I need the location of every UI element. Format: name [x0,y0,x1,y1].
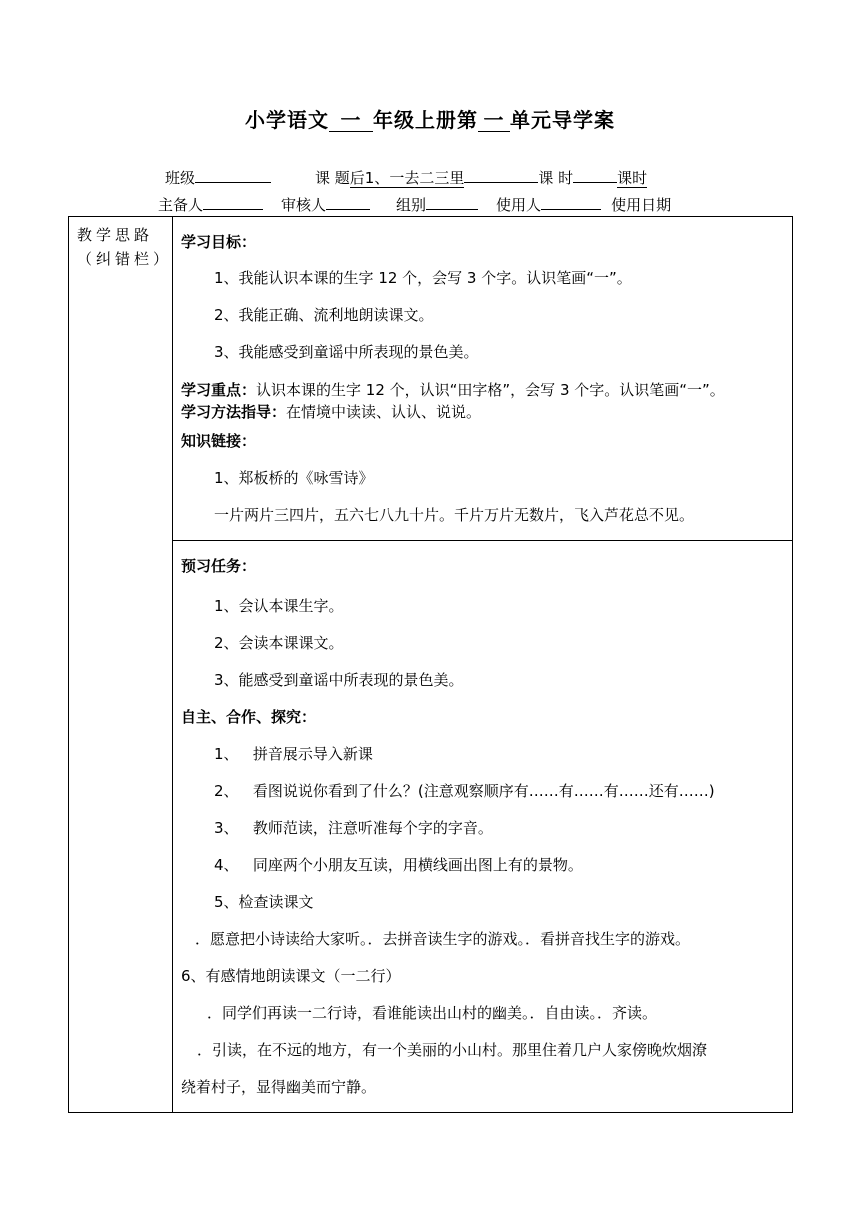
title-part3: 单元导学案 [510,108,615,132]
goals-title: 学习目标： [181,233,257,251]
goal-item: 1、我能认识本课的生字 12 个，会写 3 个字。认识笔画“一”。 [214,269,632,287]
user-blank [541,195,601,210]
title-unit: 一 [478,109,510,132]
preview-item: 2、会读本课课文。 [214,634,344,652]
link-item: 1、郑板桥的《咏雪诗》 [214,469,374,487]
left-column-label: 教学思路（纠错栏） [77,226,173,268]
class-blank [195,168,271,183]
preview-item: 1、会认本课生字。 [214,597,344,615]
preview-item: 3、能感受到童谣中所表现的景色美。 [214,671,464,689]
group-label: 组别 [396,196,427,214]
explore-item: 2、 看图说说你看到了什么？(注意观察顺序有……有……有……还有……) [214,782,715,800]
explore-item: 1、 拼音展示导入新课 [214,745,373,763]
method-label: 学习方法指导： [181,403,287,421]
hours-label: 课 时 [538,169,574,187]
topic-blank [464,168,538,183]
explore-item: 5、检查读课文 [214,893,314,911]
focus-row [181,379,784,401]
topic-label: 课 题 [315,169,350,187]
link-poem: 一片两片三四片，五六七八九十片。千片万片无数片，飞入芦花总不见。 [214,506,695,524]
preparer-blank [203,195,263,210]
group-blank [426,195,478,210]
user-label: 使用人 [496,196,542,214]
hours-unit: 课时 [617,169,648,187]
section-2 [173,541,793,1113]
topic-value: 后1、一去二三里 [349,169,465,187]
title-grade: 一 [329,109,373,132]
lesson-table [68,216,793,1113]
read-activities: ．愿意把小诗读给大家听。．去拼音读生字的游戏。．看拼音找生字的游戏。 [195,930,691,948]
explore-title: 自主、合作、探究： [181,708,317,726]
explore-item: 3、 教师范读，注意听准每个字的字音。 [214,819,493,837]
left-column [69,217,173,1113]
reviewer-blank [326,195,370,210]
explore-item: 4、 同座两个小朋友互读，用横线画出图上有的景物。 [214,856,583,874]
method-row [181,401,784,423]
preparer-label: 主备人 [158,196,204,214]
header-row-1 [165,167,647,188]
hours-blank [573,168,617,183]
date-label: 使用日期 [611,196,672,214]
focus-label: 学习重点： [181,381,257,399]
emotional-title: 6、有感情地朗读课文（一二行） [181,967,401,985]
title-part2: 年级上册第 [373,108,478,132]
goal-item: 3、我能感受到童谣中所表现的景色美。 [214,343,479,361]
focus-text: 认识本课的生字 12 个，认识“田字格”，会写 3 个字。认识笔画“一”。 [256,381,725,399]
emotional-line: ．同学们再读一二行诗，看谁能读出山村的幽美。．自由读。．齐读。 [207,1004,658,1022]
link-title: 知识链接： [181,432,257,450]
reviewer-label: 审核人 [281,196,327,214]
goal-item: 2、我能正确、流利地朗读课文。 [214,306,434,324]
header-row-2 [158,194,671,215]
title-part1: 小学语文 [245,108,329,132]
section-1 [173,217,793,541]
method-text: 在情境中读读、认认、说说。 [286,403,482,421]
emotional-line: 绕着村子，显得幽美而宁静。 [181,1078,377,1096]
page-title [0,104,860,133]
preview-title: 预习任务： [181,557,257,575]
emotional-line: ．引读，在不远的地方，有一个美丽的小山村。那里住着几户人家傍晚炊烟潦 [197,1041,708,1059]
class-label: 班级 [165,169,196,187]
